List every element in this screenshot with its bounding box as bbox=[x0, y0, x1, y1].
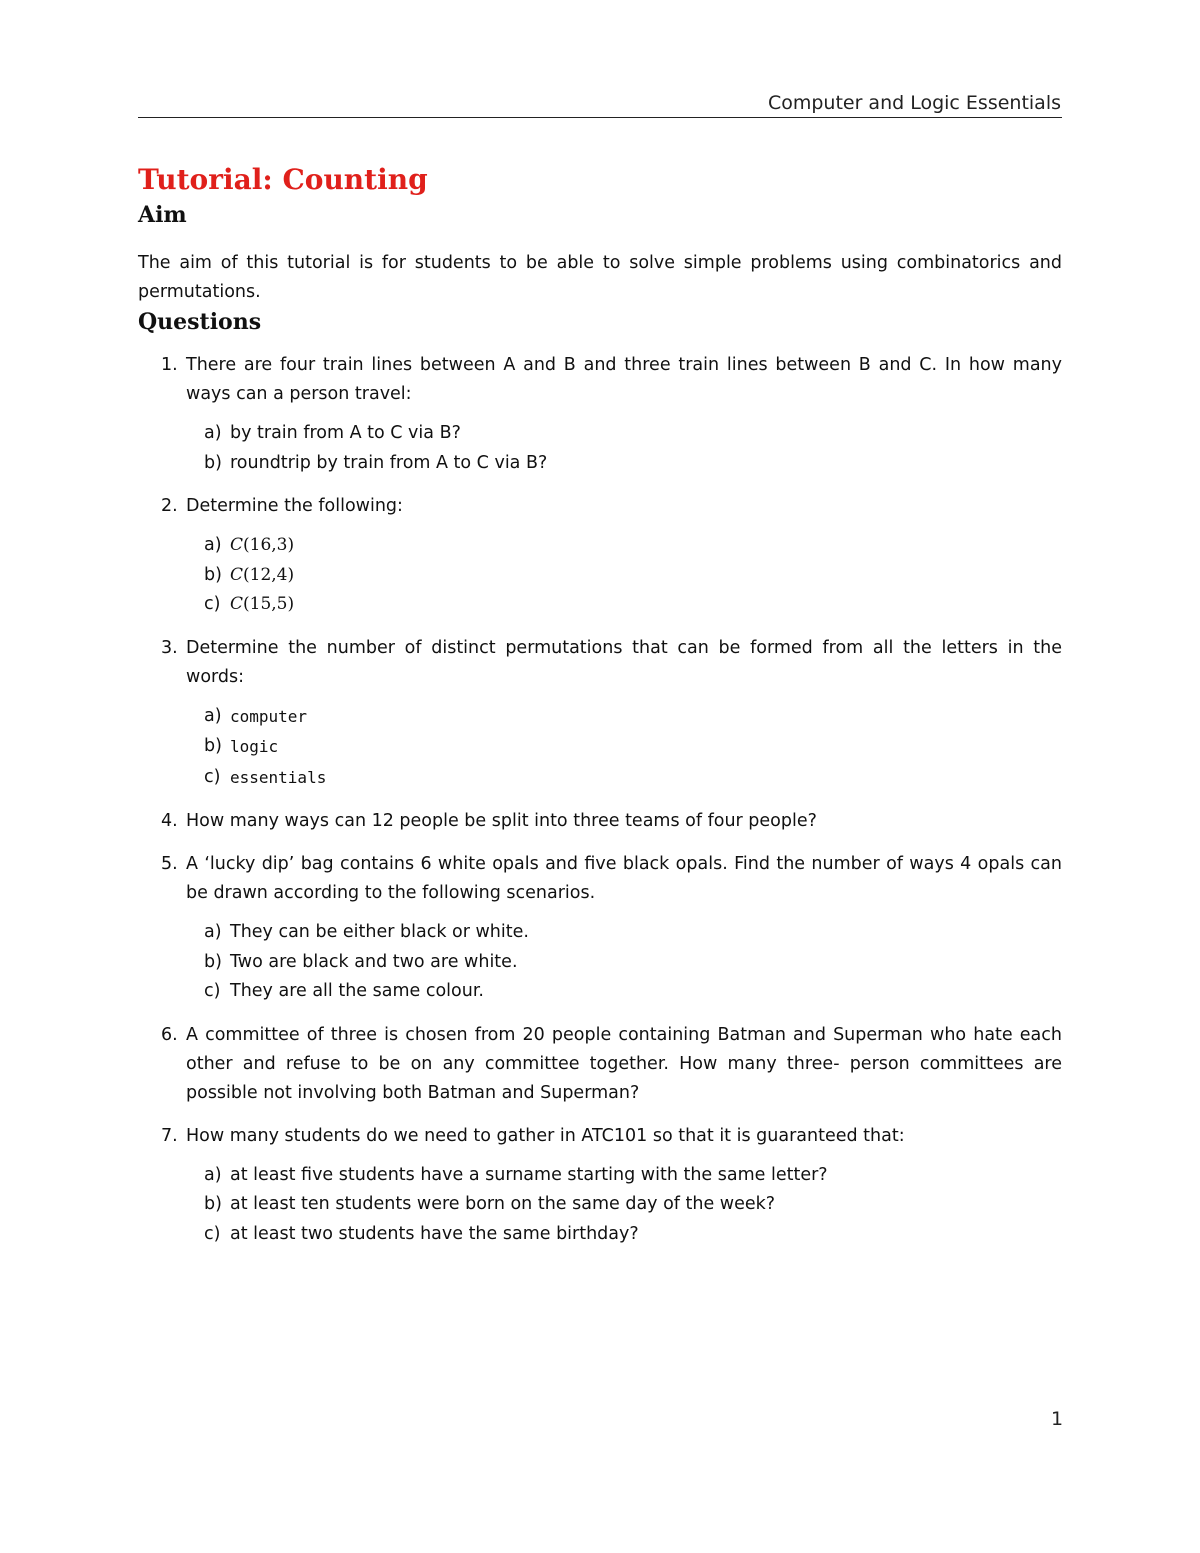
question-5 bbox=[138, 850, 1062, 1007]
question-parts bbox=[186, 419, 1062, 478]
math-args: (15,5) bbox=[243, 594, 295, 614]
part-label: c) bbox=[204, 594, 221, 614]
aim-heading: Aim bbox=[138, 202, 187, 228]
question-text: A ‘lucky dip’ bag contains 6 white opals and five black opals. Find the number of ways 4 opals can be drawn according to the following scenarios. bbox=[186, 854, 1062, 903]
math-expression bbox=[230, 535, 294, 555]
part-word: essentials bbox=[230, 767, 327, 787]
part-label: b) bbox=[204, 564, 222, 585]
questions-heading: Questions bbox=[138, 309, 262, 335]
question-number: 2. bbox=[161, 496, 178, 516]
question-parts bbox=[186, 702, 1062, 794]
part-label: b) bbox=[204, 736, 222, 756]
math-function: C bbox=[230, 594, 244, 614]
part-text: roundtrip by train from A to C via B? bbox=[230, 452, 548, 473]
math-args: (12,4) bbox=[243, 564, 295, 585]
question-part bbox=[186, 732, 1062, 763]
question-part bbox=[186, 590, 1062, 620]
part-label: a) bbox=[204, 922, 222, 942]
question-6 bbox=[138, 1021, 1062, 1108]
part-text: by train from A to C via B? bbox=[230, 423, 461, 443]
question-part bbox=[186, 1161, 1062, 1191]
question-number: 7. bbox=[161, 1125, 178, 1146]
part-label: b) bbox=[204, 452, 222, 473]
aim-text: The aim of this tutorial is for students to be able to solve simple problems using combinatorics and permutations. bbox=[138, 253, 1062, 302]
page-number: 1 bbox=[1051, 1408, 1064, 1430]
page-title: Tutorial: Counting bbox=[138, 163, 428, 196]
part-label: b) bbox=[204, 951, 222, 972]
part-label: c) bbox=[204, 766, 221, 787]
question-number: 5. bbox=[161, 854, 178, 874]
question-number: 4. bbox=[161, 811, 178, 831]
part-text: They are all the same colour. bbox=[230, 981, 484, 1001]
questions-list bbox=[138, 351, 1062, 1249]
question-text: How many ways can 12 people be split into three teams of four people? bbox=[186, 811, 817, 831]
question-part bbox=[186, 948, 1062, 978]
question-part bbox=[186, 918, 1062, 948]
part-label: a) bbox=[204, 423, 222, 443]
question-2 bbox=[138, 492, 1062, 620]
question-text: A committee of three is chosen from 20 people containing Batman and Superman who hate each other and refuse to be on any committee together. How many three- person committees are possible not involving both Batman and Superman? bbox=[186, 1024, 1062, 1103]
part-label: a) bbox=[204, 705, 222, 726]
part-word: computer bbox=[230, 706, 308, 726]
question-part bbox=[186, 977, 1062, 1007]
part-label: a) bbox=[204, 535, 222, 555]
math-function: C bbox=[230, 564, 244, 585]
part-word: logic bbox=[230, 737, 279, 756]
question-7 bbox=[138, 1122, 1062, 1250]
question-text: There are four train lines between A and B and three train lines between B and C. In how many ways can a person travel: bbox=[186, 355, 1062, 404]
question-text: How many students do we need to gather in ATC101 so that it is guaranteed that: bbox=[186, 1125, 905, 1146]
part-text: They can be either black or white. bbox=[230, 922, 529, 942]
question-number: 6. bbox=[161, 1024, 178, 1045]
question-4 bbox=[138, 807, 1062, 836]
part-label: a) bbox=[204, 1164, 222, 1185]
question-part bbox=[186, 1220, 1062, 1250]
question-number: 1. bbox=[161, 355, 178, 375]
question-number: 3. bbox=[161, 637, 178, 658]
math-args: (16,3) bbox=[243, 535, 295, 555]
page-content bbox=[138, 160, 1062, 1249]
question-parts bbox=[186, 1161, 1062, 1250]
part-text: at least ten students were born on the same day of the week? bbox=[230, 1194, 776, 1214]
math-expression bbox=[230, 565, 294, 585]
question-3 bbox=[138, 634, 1062, 794]
question-part bbox=[186, 561, 1062, 591]
question-parts bbox=[186, 918, 1062, 1007]
running-header: Computer and Logic Essentials bbox=[767, 92, 1061, 114]
part-label: c) bbox=[204, 981, 221, 1001]
question-part bbox=[186, 531, 1062, 561]
part-text: Two are black and two are white. bbox=[230, 951, 518, 972]
question-part bbox=[186, 419, 1062, 449]
question-parts bbox=[186, 531, 1062, 620]
part-label: b) bbox=[204, 1194, 222, 1214]
question-part bbox=[186, 702, 1062, 733]
part-text: at least five students have a surname starting with the same letter? bbox=[230, 1164, 828, 1185]
question-part bbox=[186, 449, 1062, 479]
header-rule bbox=[138, 117, 1062, 118]
question-part bbox=[186, 1190, 1062, 1220]
question-part bbox=[186, 763, 1062, 794]
math-function: C bbox=[230, 535, 244, 555]
part-label: c) bbox=[204, 1223, 221, 1244]
part-text: at least two students have the same birthday? bbox=[230, 1223, 639, 1244]
question-text: Determine the following: bbox=[186, 496, 403, 516]
question-1 bbox=[138, 351, 1062, 478]
question-text: Determine the number of distinct permutations that can be formed from all the letters in the words: bbox=[186, 637, 1062, 687]
math-expression bbox=[230, 594, 294, 614]
